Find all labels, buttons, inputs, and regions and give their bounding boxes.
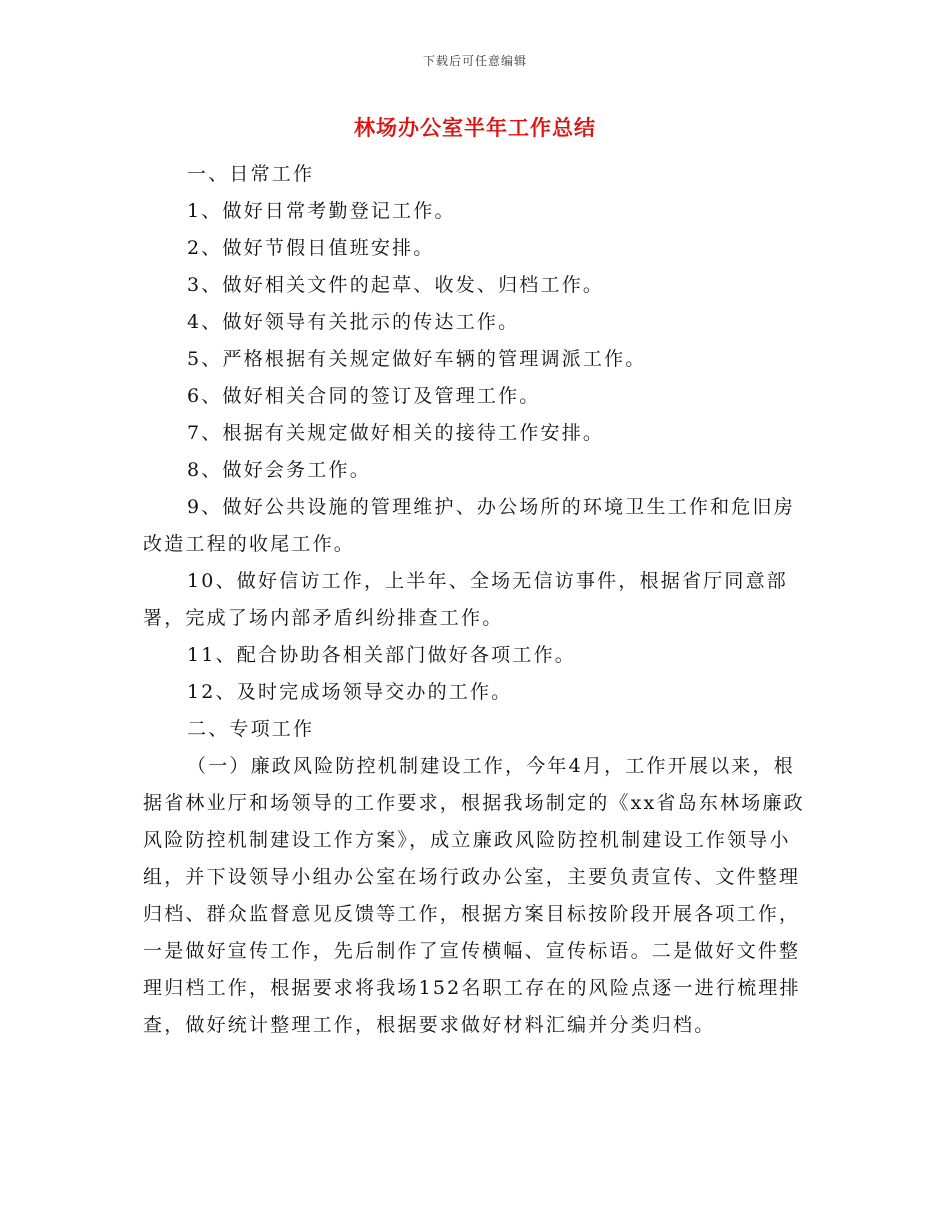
list-item: 12、及时完成场领导交办的工作。 xyxy=(187,681,513,703)
list-item: 3、做好相关文件的起草、收发、归档工作。 xyxy=(187,274,605,296)
list-item: 7、根据有关规定做好相关的接待工作安排。 xyxy=(187,422,605,444)
list-item: 4、做好领导有关批示的传达工作。 xyxy=(187,311,520,333)
section-heading-daily-work: 一、日常工作 xyxy=(187,163,315,185)
list-item: 8、做好会务工作。 xyxy=(187,459,371,481)
list-item: 11、配合协助各相关部门做好各项工作。 xyxy=(187,644,576,666)
list-item: 2、做好节假日值班安排。 xyxy=(187,237,435,259)
list-item: 6、做好相关合同的签订及管理工作。 xyxy=(187,385,541,407)
list-item: 10、做好信访工作，上半年、全场无信访事件，根据省厅同意部署，完成了场内部矛盾纠纷排查工作。 xyxy=(143,570,788,629)
list-item: 9、做好公共设施的管理维护、办公场所的环境卫生工作和危旧房改造工程的收尾工作。 xyxy=(143,496,795,555)
section-heading-special-work: 二、专项工作 xyxy=(187,718,315,740)
list-item: 1、做好日常考勤登记工作。 xyxy=(187,200,456,222)
header-note: 下载后可任意编辑 xyxy=(422,54,527,68)
list-item: 5、严格根据有关规定做好车辆的管理调派工作。 xyxy=(187,348,647,370)
body-paragraph: （一）廉政风险防控机制建设工作，今年4月，工作开展以来，根据省林业厅和场领导的工作要求，根据我场制定的《xx省岛东林场廉政风险防控机制建设工作方案》，成立廉政风险防控机制建设工作领导小组，并下设领导小组办公室在场行政办公室，主要负责宣传、文件整理归档、群众监督意见反馈等工作，根据方案目标按阶段开展各项工作，一是做好宣传工作，先后制作了宣传横幅、宣传标语。二是做好文件整理归档工作，根据要求将我场152名职工存在的风险点逐一进行梳理排查，做好统计整理工作，根据要求做好材料汇编并分类归档。 xyxy=(143,755,805,1036)
document-title: 林场办公室半年工作总结 xyxy=(354,116,596,140)
document-body xyxy=(143,156,809,1044)
